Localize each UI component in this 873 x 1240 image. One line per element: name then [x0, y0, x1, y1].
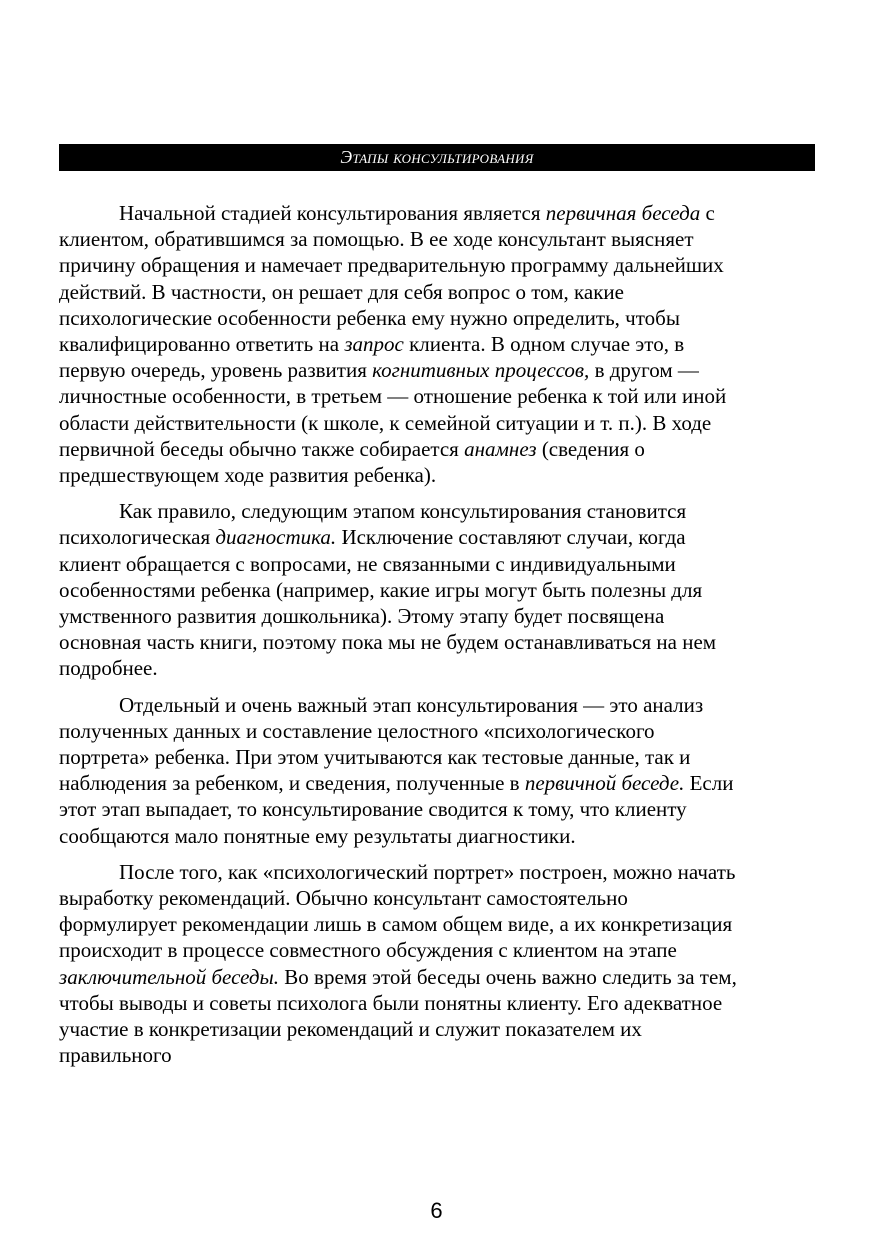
text-segment: Исключение составляют случаи, когда	[336, 525, 686, 550]
text-segment: психологические особенности ребенка ему нужно определить, чтобы	[59, 305, 680, 330]
text-segment: Во время этой беседы очень важно следить за тем,	[279, 964, 737, 989]
italic-term: первичной беседе.	[524, 771, 685, 796]
text-segment: с	[700, 201, 715, 225]
text-segment: особенностями ребенка (например, какие игры могут быть полезны для	[59, 577, 703, 602]
text-line	[59, 603, 819, 629]
italic-term: диагностика.	[215, 525, 337, 550]
text-segment: портрета» ребенка. При этом учитываются как тестовые данные, так и	[59, 745, 691, 770]
paragraph	[59, 200, 819, 488]
text-segment: клиента. В одном случае это, в	[403, 332, 685, 357]
text-segment: чтобы выводы и советы психолога были понятны клиенту. Его адекватное	[59, 990, 723, 1015]
text-segment: участие в конкретизации рекомендаций и служит показателем их	[59, 1017, 642, 1042]
paragraph	[59, 859, 819, 1069]
text-segment: Начальной стадией консультирования является	[119, 201, 546, 225]
text-line	[59, 1042, 819, 1068]
text-line	[59, 859, 819, 885]
text-segment: умственного развития дошкольника). Этому этапу будет посвящена	[59, 604, 665, 629]
text-segment: основная часть книги, поэтому пока мы не будем останавливаться на нем	[59, 630, 717, 655]
text-segment: в другом —	[589, 358, 699, 383]
italic-term: запрос	[344, 332, 404, 357]
text-segment: предшествующем ходе развития ребенка).	[59, 463, 437, 488]
text-segment: действий. В частности, он решает для себя вопрос о том, какие	[59, 279, 624, 304]
section-title: Этапы консультирования	[340, 147, 534, 167]
text-line	[59, 885, 819, 911]
text-line	[59, 226, 819, 252]
text-line	[59, 383, 819, 409]
text-line	[59, 279, 819, 305]
text-segment: области действительности (к школе, к семейной ситуации и т. п.). В ходе	[59, 410, 712, 435]
text-segment: клиент обращается с вопросами, не связанными с индивидуальными	[59, 551, 676, 576]
section-header	[59, 144, 815, 171]
italic-term: анамнез	[464, 436, 537, 461]
body-text	[59, 200, 819, 1079]
text-line	[59, 770, 819, 796]
text-segment: квалифицированно ответить на	[59, 332, 345, 357]
text-line	[59, 462, 819, 488]
text-segment: клиентом, обратившимся за помощью. В ее ходе консультант выясняет	[59, 227, 694, 252]
italic-term: первичная беседа	[545, 201, 701, 225]
text-line	[59, 524, 819, 550]
text-segment: выработку рекомендаций. Обычно консультант самостоятельно	[59, 886, 628, 911]
italic-term: когнитивных процессов,	[372, 358, 590, 383]
text-segment: (сведения о	[536, 436, 645, 461]
text-line	[59, 911, 819, 937]
paragraph	[59, 692, 819, 849]
text-segment: наблюдения за ребенком, и сведения, полученные в	[59, 771, 525, 796]
text-line	[59, 1016, 819, 1042]
text-line	[59, 498, 819, 524]
text-segment: формулирует рекомендации лишь в самом общем виде, а их конкретизация	[59, 912, 733, 937]
text-line	[59, 551, 819, 577]
text-segment: Как правило, следующим этапом консультирования становится	[119, 499, 687, 524]
text-line	[59, 964, 819, 990]
text-line	[59, 577, 819, 603]
italic-term: заключительной беседы.	[59, 964, 280, 989]
text-line	[59, 200, 819, 226]
page-number: 6	[430, 1198, 443, 1223]
text-segment: причину обращения и намечает предварительную программу дальнейших	[59, 253, 724, 278]
text-line	[59, 692, 819, 718]
text-segment: первую очередь, уровень развития	[59, 358, 373, 383]
text-line	[59, 357, 819, 383]
text-segment: Если	[684, 771, 734, 796]
text-segment: первичной беседы обычно также собирается	[59, 436, 465, 461]
text-segment: После того, как «психологический портрет» построен, можно начать	[119, 859, 736, 884]
text-segment: происходит в процессе совместного обсуждения с клиентом на этапе	[59, 938, 677, 963]
paragraph	[59, 498, 819, 681]
text-segment: этот этап выпадает, то консультирование сводится к тому, что клиенту	[59, 797, 687, 822]
text-line	[59, 655, 819, 681]
text-segment: психологическая	[59, 525, 216, 550]
text-segment: Отдельный и очень важный этап консультирования — это анализ	[119, 692, 704, 717]
text-line	[59, 331, 819, 357]
text-line	[59, 990, 819, 1016]
text-line	[59, 744, 819, 770]
text-line	[59, 937, 819, 963]
text-line	[59, 718, 819, 744]
text-line	[59, 436, 819, 462]
text-segment: подробнее.	[59, 656, 158, 681]
text-segment: полученных данных и составление целостного «психологического	[59, 718, 655, 743]
text-segment: личностные особенности, в третьем — отношение ребенка к той или иной	[59, 384, 727, 409]
text-line	[59, 823, 819, 849]
text-line	[59, 410, 819, 436]
text-line	[59, 305, 819, 331]
text-line	[59, 629, 819, 655]
text-line	[59, 252, 819, 278]
text-line	[59, 796, 819, 822]
text-segment: сообщаются мало понятные ему результаты диагностики.	[59, 823, 576, 848]
text-segment: правильного	[59, 1043, 172, 1068]
